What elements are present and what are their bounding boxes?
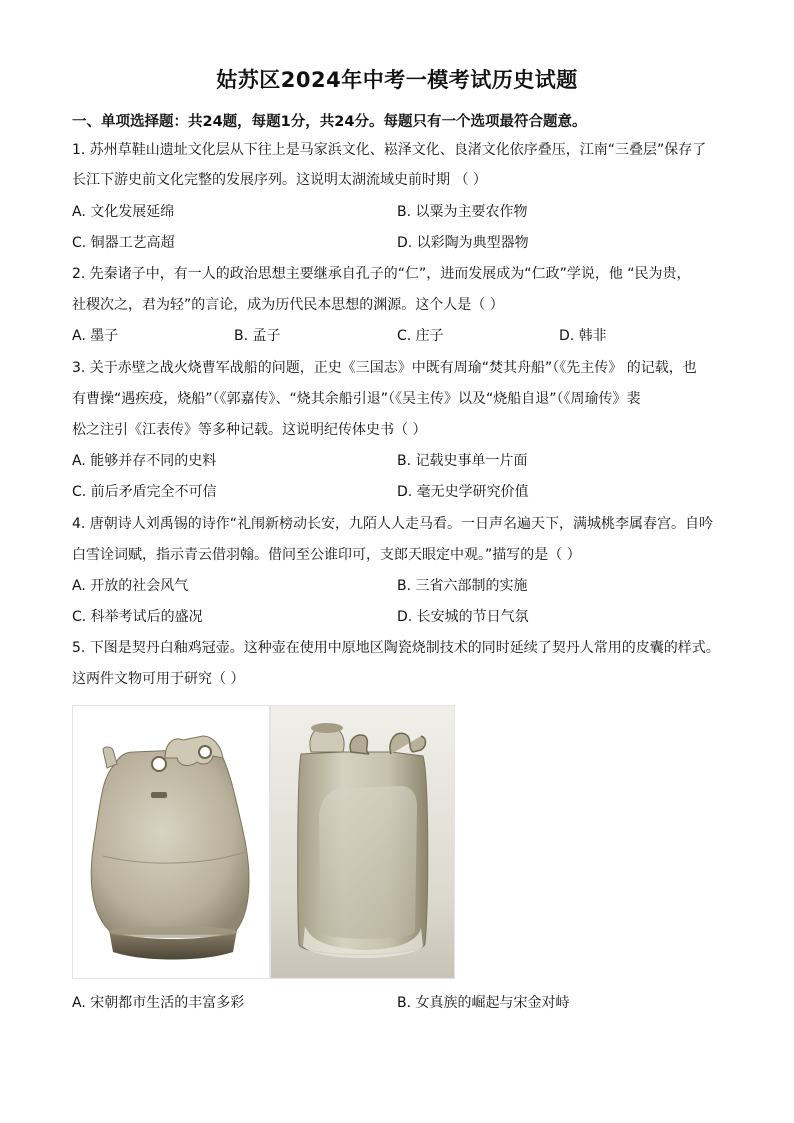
question-2-option-c: C. 庄子 <box>397 328 444 344</box>
question-3-option-b: B. 记载史事单一片面 <box>397 453 528 469</box>
question-5-option-b: B. 女真族的崛起与宋金对峙 <box>397 995 570 1011</box>
question-2-option-a: A. 墨子 <box>72 328 119 344</box>
page-title: 姑苏区2024年中考一模考试历史试题 <box>216 68 578 92</box>
question-4-option-c: C. 科举考试后的盛况 <box>72 609 203 625</box>
question-3-option-c: C. 前后矛盾完全不可信 <box>72 484 217 500</box>
question-5-line-1: 5. 下图是契丹白釉鸡冠壶。这种壶在使用中原地区陶瓷烧制技术的同时延续了契丹人常用的皮囊的样式。 <box>72 640 720 656</box>
question-4-line-2: 白雪诠词赋，指示青云借羽翰。借问至公谁印可，支郎天眼定中观。”描写的是（ ） <box>72 547 581 563</box>
question-1-option-a: A. 文化发展延绵 <box>72 204 175 220</box>
question-2-line-1: 2. 先秦诸子中，有一人的政治思想主要继承自孔子的“仁”，进而发展成为“仁政”学说，他 “民为贵， <box>72 266 691 282</box>
question-5-line-2: 这两件文物可用于研究（ ） <box>72 671 245 687</box>
cockscomb-pot-photo-1 <box>72 705 270 979</box>
section-heading: 一、单项选择题：共24题，每题1分，共24分。每题只有一个选项最符合题意。 <box>72 114 587 130</box>
question-3-option-a: A. 能够并存不同的史料 <box>72 453 217 469</box>
question-3-line-3: 松之注引《江表传》等多种记载。这说明纪传体史书（ ） <box>72 422 427 438</box>
question-1-option-d: D. 以彩陶为典型器物 <box>397 235 529 251</box>
question-3-line-2: 有曹操“遇疾疫，烧船”（《郭嘉传》、“烧其余船引退”（《吴主传》以及“烧船自退”（《周瑜传》裴 <box>72 391 641 407</box>
question-3-option-d: D. 毫无史学研究价值 <box>397 484 529 500</box>
question-3-line-1: 3. 关于赤壁之战火烧曹军战船的问题，正史《三国志》中既有周瑜“焚其舟船”（《先主传》 的记载，也 <box>72 360 697 376</box>
question-4-option-d: D. 长安城的节日气氛 <box>397 609 529 625</box>
question-5-option-a: A. 宋朝都市生活的丰富多彩 <box>72 995 245 1011</box>
question-4-line-1: 4. 唐朝诗人刘禹锡的诗作“礼闱新榜动长安，九陌人人走马看。一日声名遍天下，满城桃李属春宫。自吟 <box>72 516 714 532</box>
question-2-option-b: B. 孟子 <box>234 328 281 344</box>
cockscomb-pot-photo-2 <box>270 705 455 979</box>
question-2-line-2: 社稷次之，君为轻”的言论，成为历代民本思想的渊源。这个人是（ ） <box>72 297 504 313</box>
question-2-option-d: D. 韩非 <box>559 328 607 344</box>
question-1-line-2: 长江下游史前文化完整的发展序列。这说明太湖流域史前时期 （ ） <box>72 172 487 188</box>
question-1-option-c: C. 铜器工艺高超 <box>72 235 175 251</box>
question-1-line-1: 1. 苏州草鞋山遗址文化层从下往上是马家浜文化、崧泽文化、良渚文化依序叠压，江南“三叠层”保存了 <box>72 142 707 158</box>
question-4-option-b: B. 三省六部制的实施 <box>397 578 528 594</box>
question-1-option-b: B. 以粟为主要农作物 <box>397 204 528 220</box>
question-4-option-a: A. 开放的社会风气 <box>72 578 189 594</box>
